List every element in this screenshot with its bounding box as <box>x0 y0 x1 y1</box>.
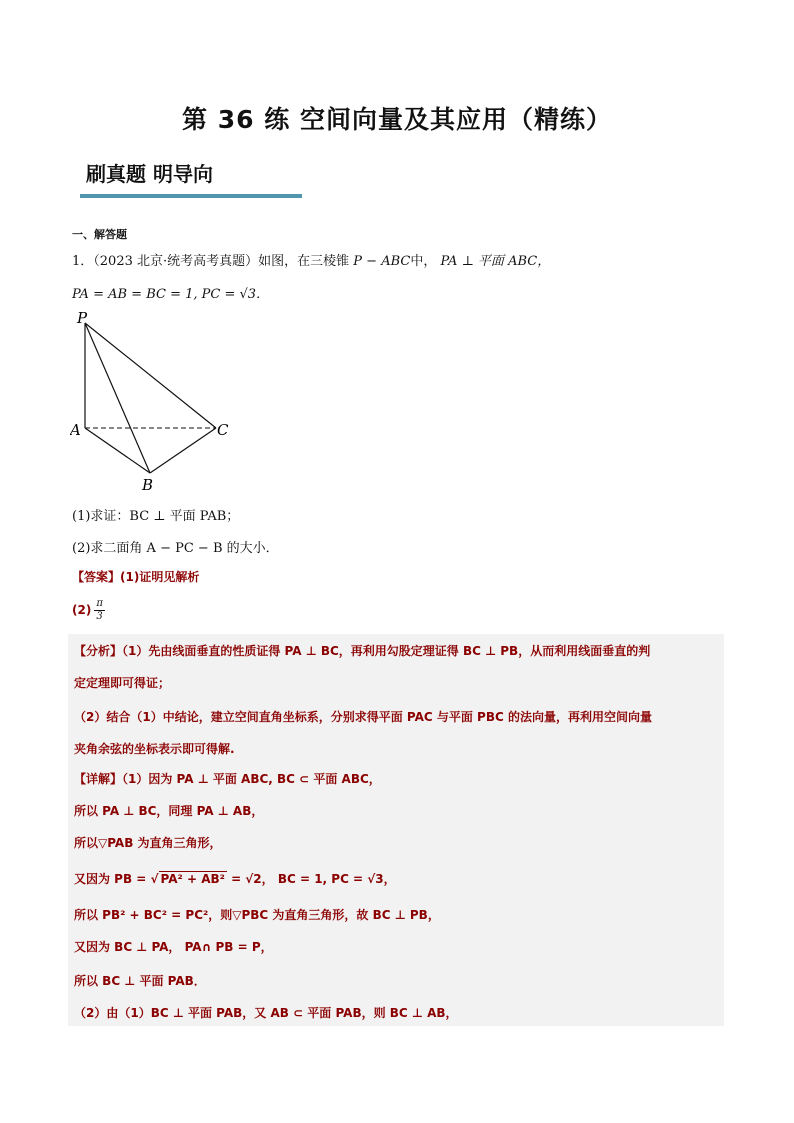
detail-text-4c: = √2， BC = 1, PC = √3， <box>226 872 396 886</box>
detail-line-6: 又因为 BC ⊥ PA， PA∩ PB = P， <box>74 940 273 954</box>
page-title: 第 36 练 空间向量及其应用（精练） <box>182 105 612 134</box>
pyramid-name: P − ABC <box>353 254 411 269</box>
analysis-text-1: （1）先由线面垂直的性质证得 PA ⊥ BC，再利用勾股定理证得 BC ⊥ PB，从而利用线面垂直的判 <box>122 644 651 658</box>
answer-line-2 <box>72 598 105 623</box>
detail-tag: 【详解】 <box>74 772 123 786</box>
detail-text-4a: 又因为 PB = <box>74 872 151 886</box>
answer-tag: 【答案】 <box>72 570 121 584</box>
edge-PC <box>85 323 216 428</box>
detail-line-2: 所以 PA ⊥ BC，同理 PA ⊥ AB， <box>74 804 264 818</box>
answer-part-1: (1)证明见解析 <box>120 570 200 584</box>
detail-text-1: （1）因为 PA ⊥ 平面 ABC, BC ⊂ 平面 ABC， <box>122 772 381 786</box>
detail-line-8: （2）由（1）BC ⊥ 平面 PAB，又 AB ⊂ 平面 PAB，则 BC ⊥ AB， <box>74 1006 458 1020</box>
detail-line-5: 所以 PB² + BC² = PC²，则▽PBC 为直角三角形，故 BC ⊥ PB， <box>74 908 440 922</box>
answer-fraction <box>94 598 105 623</box>
vertex-label-A: A <box>70 421 81 439</box>
vertex-label-B: B <box>142 476 154 494</box>
question-stem <box>72 250 550 269</box>
answer-part-2-prefix: (2) <box>72 603 92 617</box>
pyramid-figure <box>70 305 250 495</box>
analysis-line-3: （2）结合（1）中结论，建立空间直角坐标系，分别求得平面 PAC 与平面 PBC 的法向量，再利用空间向量 <box>74 710 652 724</box>
analysis-line-1 <box>74 642 650 659</box>
perp-condition: PA ⊥ 平面 ABC， <box>440 254 551 269</box>
fraction-denominator: 3 <box>96 611 103 622</box>
vertex-label-P: P <box>77 309 88 327</box>
section-heading: 一、解答题 <box>72 228 127 241</box>
analysis-line-4: 夹角余弦的坐标表示即可得解. <box>74 742 235 756</box>
fraction-numerator: π <box>96 598 103 609</box>
analysis-line-2: 定定理即可得证； <box>74 676 171 690</box>
detail-line-3: 所以▽PAB 为直角三角形， <box>74 836 222 850</box>
answer-line-1 <box>72 568 199 585</box>
solution-panel <box>68 634 724 1026</box>
detail-line-1 <box>74 770 381 787</box>
question-source: （2023 北京·统考高考真题） <box>93 254 259 269</box>
detail-sqrt-radicand: PA² + AB² <box>160 872 225 886</box>
vertex-label-C: C <box>217 421 229 439</box>
question-stem-b: 中， <box>410 254 437 269</box>
question-part-2: (2)求二面角 A − PC − B 的大小． <box>72 541 279 556</box>
question-stem-a: 如图，在三棱锥 <box>258 254 350 269</box>
question-number: 1． <box>72 254 94 269</box>
banner-underline <box>80 194 302 198</box>
question-part-1: (1)求证：BC ⊥ 平面 PAB； <box>72 509 240 524</box>
detail-line-4: 又因为 PB = √ PA² + AB² = √2， BC = 1, PC = √3， <box>74 872 396 886</box>
given-lengths: PA = AB = BC = 1, PC = √3． <box>72 287 270 302</box>
analysis-tag: 【分析】 <box>74 644 123 658</box>
edge-BC <box>150 428 216 473</box>
section-banner: 刷真题 明导向 <box>86 162 213 186</box>
detail-line-7: 所以 BC ⊥ 平面 PAB． <box>74 974 206 988</box>
